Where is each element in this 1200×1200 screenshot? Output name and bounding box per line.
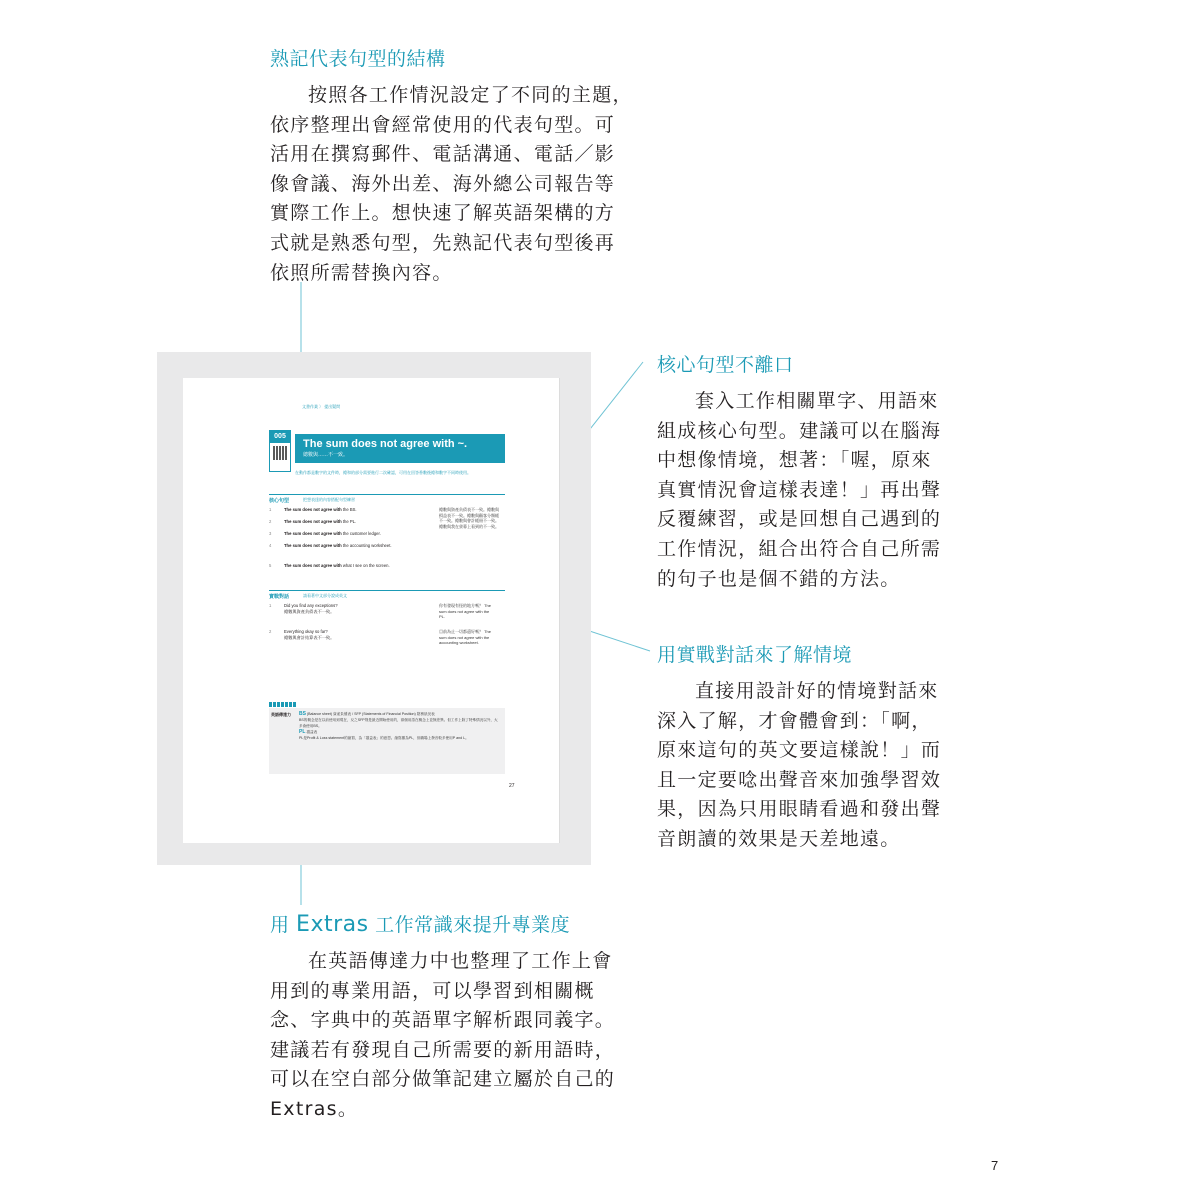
core-translation: 總數與資產負債表不一致。總數與損益表不一致。總數與顧客分類帳不一致。總數與會計帳冊不一致。總數與我在螢幕上看到的不一致。 [439,507,499,529]
callout-pattern-structure [270,44,635,288]
callout-core-pattern [657,350,947,594]
callout-body: 套入工作相關單字、用語來組成核心句型。建議可以在腦海中想像情境，想著：「喔，原來真實情況會這樣表達！」再出聲反覆練習，或是回想自己遇到的工作情況，組合出符合自己所需的句子也是個不錯的方法。 [657,390,942,590]
pattern-number: 005 [270,431,290,443]
extras-text: BS (Balance sheet) 資產負債表 / SFP (Statements of Financial Position) 財務狀況表 BS的概念是在以前使用到現在，反之SFP則是最近開始使用的，兩個用語在概念上並無差異。但工作上除了特殊情況以外，大多會使用BS。 PL 損益表 PL是Profit & Loss statement的縮寫，為「損益表」的意思。縮寫雖為PL，但職場上發音較多使用P and L。 [299,711,498,740]
section-heading: 核心句型 [269,498,290,504]
callout-title: 用實戰對話來了解情境 [657,644,853,666]
pattern-intro: 在動作都是數字的文件時，總和的部分需要進行二次確認，可用在回答香數後總和數字不同時使用。 [295,470,471,475]
callout-extras [270,910,620,1125]
breadcrumb: 文書作業 〉 提出疑問 [302,404,341,409]
section-desc: 請看著中文部分說成英文 [303,593,347,598]
core-pattern-section: 核心句型 把想表達的內容搭配句型練習 1 The sum does not agree with the BS. 2 The sum does not agree with the PL. 3 The sum does not agree with the customer ledger. 4 The sum does not agree with the accounting worksheet. 5 The sum does not agree with what I see on the screen. 總數與資產負債表不一致。總數與損益表不一致。總數與顧客分類帳不一致。總數與會計帳冊不一致。總數與我在螢幕上看到的不一致。 [269,494,505,592]
dialogue-answer: 目前為止一切都還好嗎？ The sum does not agree with the accounting worksheet. [439,629,492,646]
pattern-title: The sum does not agree with ~. [303,438,468,450]
extras-tab [269,702,297,707]
pattern-subtitle: 總數與……不一致。 [303,452,349,458]
callout-body: 在英語傳達力中也整理了工作上會用到的專業用語，可以學習到相關概念、字典中的英語單字解析跟同義字。建議若有發現自己所需要的新用語時，可以在空白部分做筆記建立屬於自己的Extras。 [270,950,616,1120]
callout-dialogue [657,640,947,855]
callout-title: 用 Extras 工作常識來提升專業度 [270,912,571,937]
section-desc: 把想表達的內容搭配句型練習 [303,497,355,502]
callout-body: 按照各工作情況設定了不同的主題，依序整理出會經常使用的代表句型。可活用在撰寫郵件、電話溝通、電話／影像會議、海外出差、海外總公司報告等實際工作上。想快速了解英語架構的方式就是熟悉句型，先熟記代表句型後再依照所需替換內容。 [270,84,633,284]
pattern-title-banner [295,434,505,463]
callout-title: 熟記代表句型的結構 [270,48,446,70]
page-number: 7 [991,1158,999,1173]
pattern-badge [269,430,291,472]
qr-code-icon [273,446,287,460]
dialogue-section: 實戰對話 請看著中文部分說成英文 1 Did you find any exceptions? 總數與資產負債表不一致。 2 Everything okay so far? 總數與會計結算表不一致。 你有發現有怪的地方嗎？ The sum does not agree with the PL. 目前為止一切都還好嗎？ The sum does not agree with the accounting worksheet. [269,590,505,660]
sample-page [183,378,560,843]
extras-label: 英語傳達力 [271,712,291,717]
section-heading: 實戰對話 [269,594,290,600]
dialogue-answer: 你有發現有怪的地方嗎？ The sum does not agree with the PL. [439,603,492,620]
callout-title: 核心句型不離口 [657,354,794,376]
sample-page-number: 27 [509,783,515,789]
callout-body: 直接用設計好的情境對話來深入了解，才會體會到：「啊，原來這句的英文要這樣說！」而且一定要唸出聲音來加強學習效果，因為只用眼睛看過和發出聲音朗讀的效果是天差地遠。 [657,680,942,850]
extras-box [269,708,505,774]
